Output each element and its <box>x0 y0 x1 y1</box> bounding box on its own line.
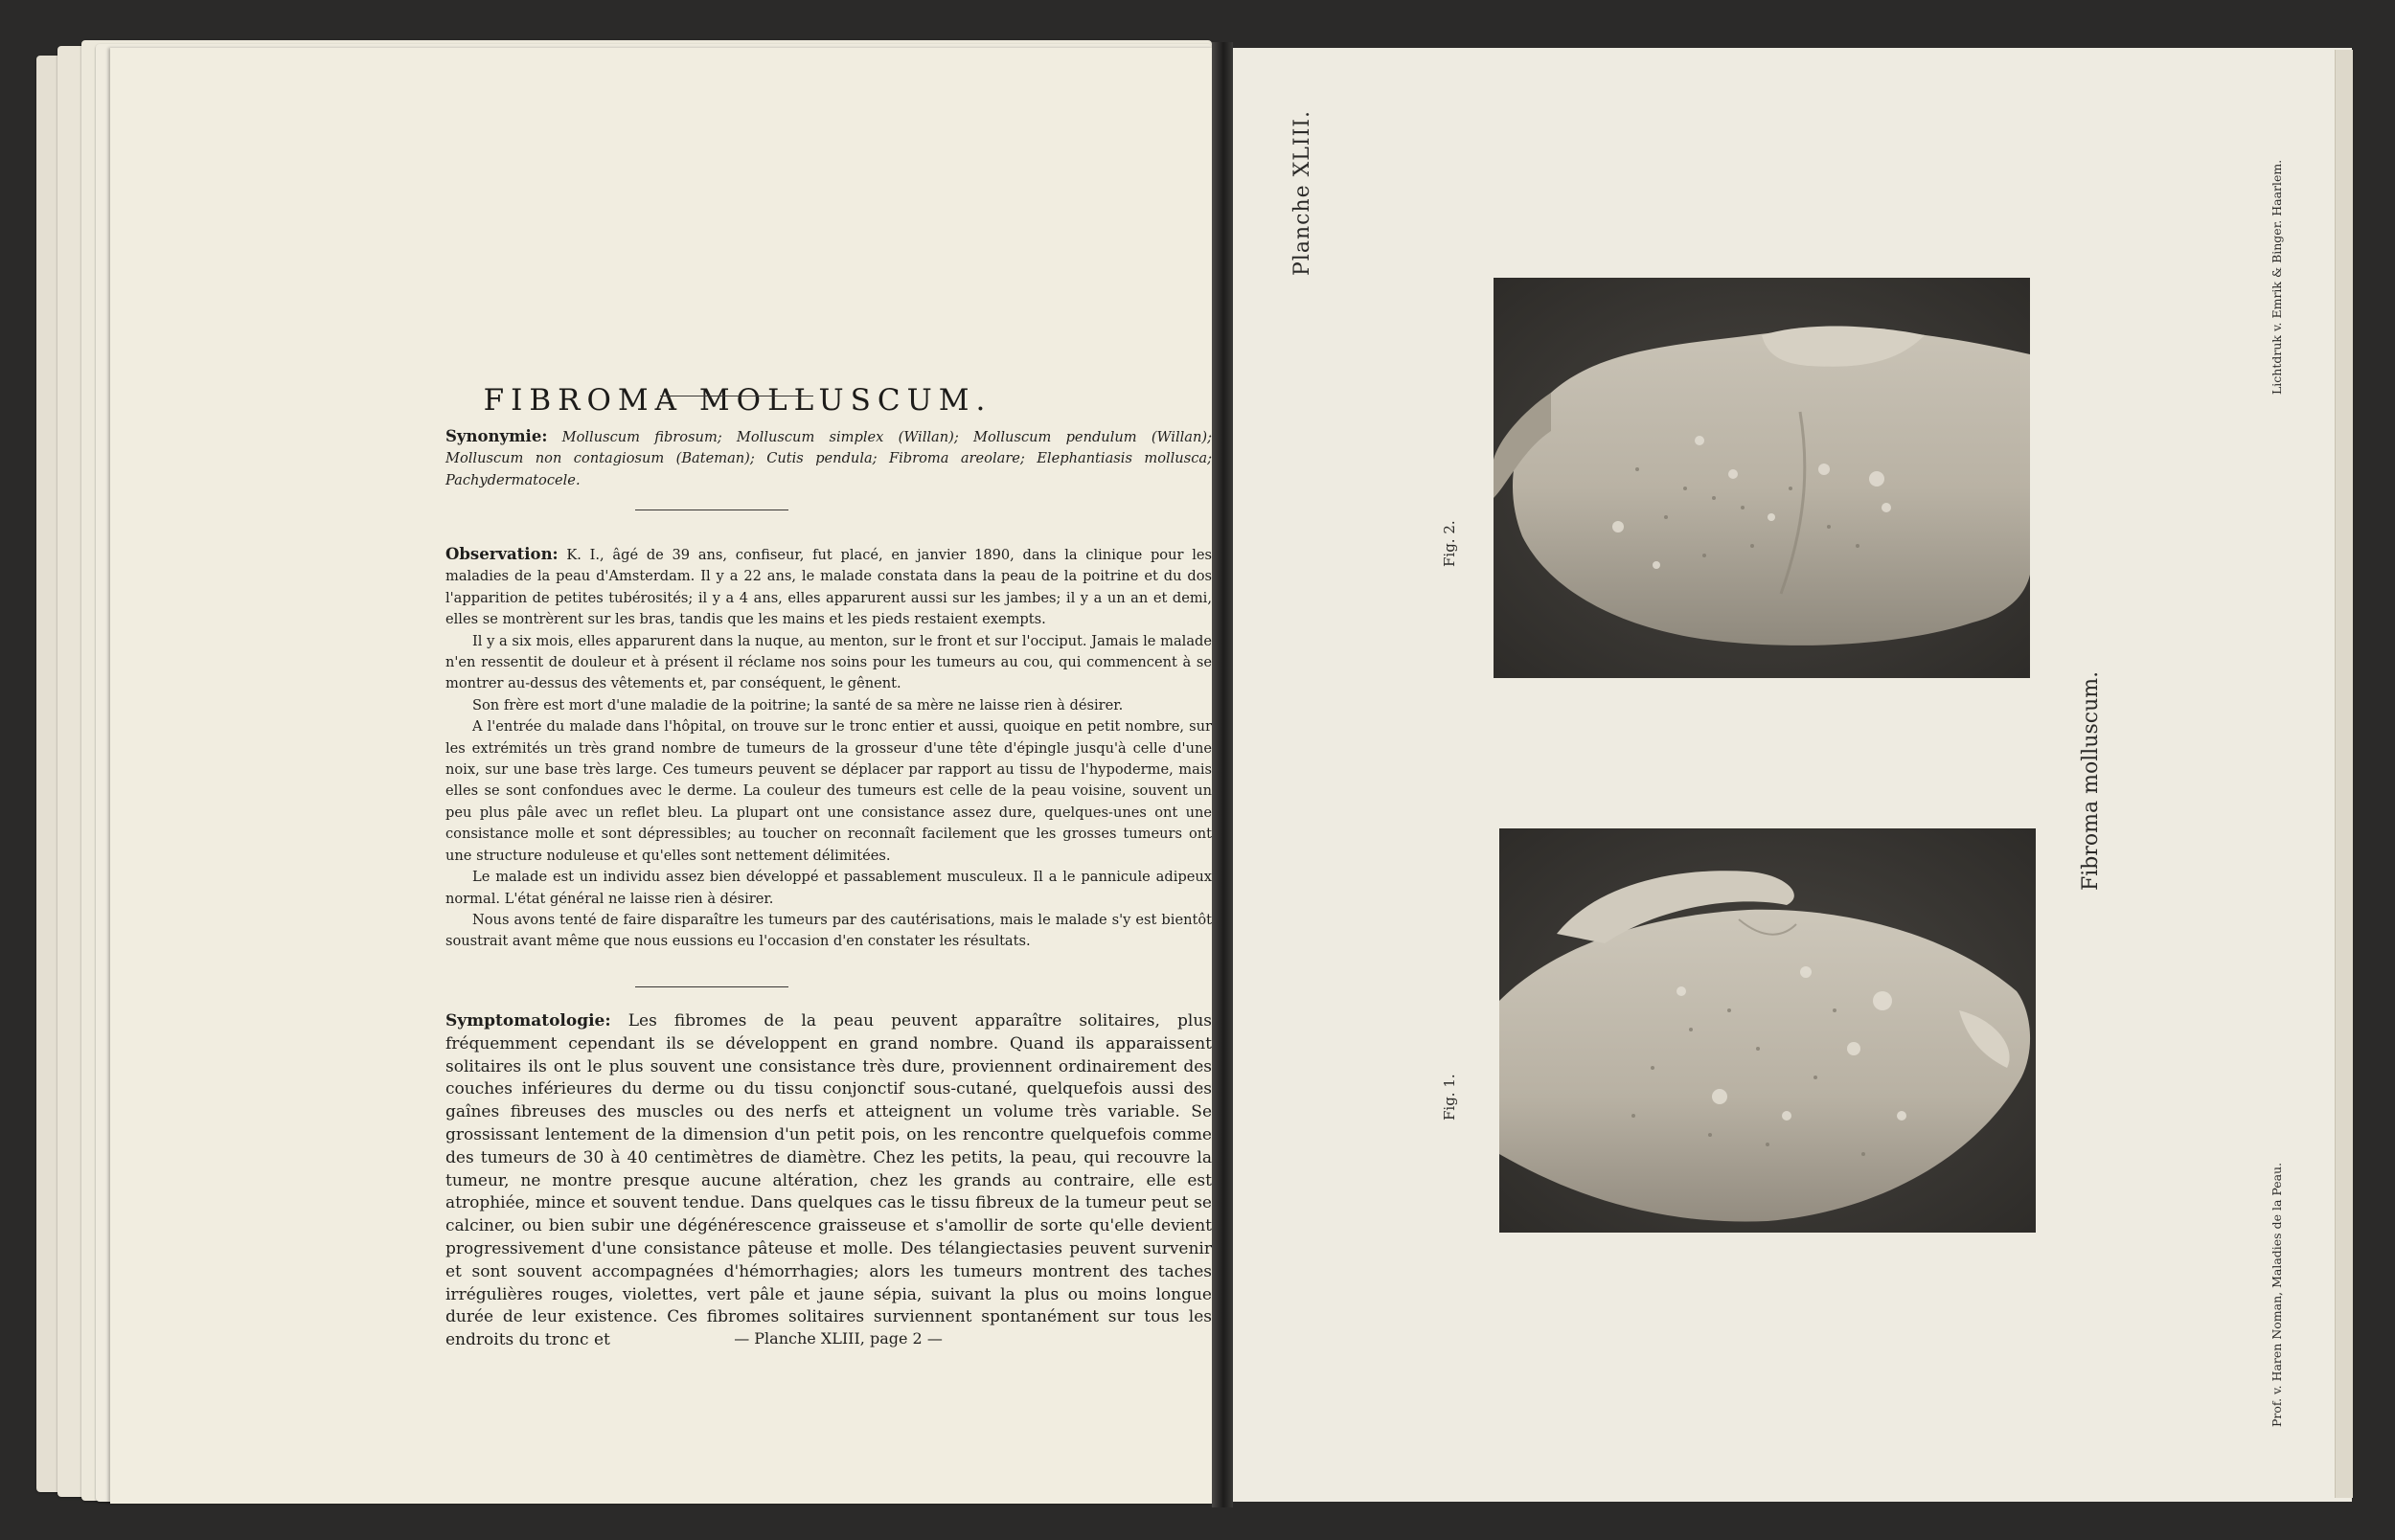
printer-credit: Lichtdruk v. Emrik & Binger. Haarlem. <box>2270 159 2284 395</box>
page-footer: — Planche XLIII, page 2 — <box>734 1329 943 1348</box>
observation-paragraph: Le malade est un individu assez bien développé et passablement musculeux. Il a le pannicule adipeux normal. L'état général ne laisse rien à désirer. <box>445 869 1212 907</box>
plate-caption: Fibroma molluscum. <box>2079 670 2103 891</box>
book-gutter <box>1212 42 1233 1507</box>
observation-paragraph: Il y a six mois, elles apparurent dans la nuque, au menton, sur le front et sur l'occiput. Jamais le malade n'en ressentit de douleur et à présent il réclame nos soins pour les tumeurs au cou, qui commencent à se montrer au-dessus des vêtements et, par conséquent, le gênent. <box>445 632 1212 692</box>
synonymie-heading: Synonymie: <box>445 427 548 445</box>
figure-1-illustration <box>1499 828 2036 1233</box>
plate-label: Planche XLIII. <box>1290 110 1314 276</box>
synonymie-text: Molluscum fibrosum; Molluscum simplex (Willan); Molluscum pendulum (Willan); Molluscum non contagiosum (Bateman); Cutis pendula; Fibroma areolare; Elephantiasis mollusca; Pachydermatocele. <box>445 429 1212 488</box>
section-rule <box>635 986 788 987</box>
symptomatologie-text: Les fibromes de la peau peuvent apparaître solitaires, plus fréquemment cependant ils se développent en grand nombre. Quand ils apparaissent solitaires ils ont le plus souvent une consistance très dure, proviennent ordinairement des couches inférieures du derme ou du tissu conjonctif sous-cutané, quelquefois aussi des gaînes fibreuses des muscles ou des nerfs et atteignent un volume très variable. Se grossissant lentement de la dimension d'un petit pois, on les rencontre quelquefois comme des tumeurs de 30 à 40 centimètres de diamètre. Chez les petits, la peau, qui recouvre la tumeur, ne montre presque aucune altération, chez les grands au contraire, elle est atrophiée, mince et souvent tendue. Dans quelques cas le tissu fibreux de la tumeur peut se calciner, ou bien subir une dégénérescence graisseuse et s'amollir de sorte qu'elle devient progressivement d'une consistance pâteuse et molle. Des télangiectasies peuvent survenir et sont souvent accompagnées d'hémorrhagies; alors les tumeurs montrent des taches irrégulières rouges, violettes, vert pâle et jaune sépia, suivant la plus ou moins longue durée de leur existence. Ces fibromes solitaires surviennent spontanément sur tous les endroits du tronc et <box>445 1011 1212 1350</box>
fig1-label: Fig. 1. <box>1441 1074 1458 1121</box>
observation-heading: Observation: <box>445 545 559 563</box>
figure-2-illustration <box>1494 278 2030 678</box>
observation-paragraph: Son frère est mort d'une maladie de la poitrine; la santé de sa mère ne laisse rien à désirer. <box>472 696 1124 713</box>
observation-paragraph: K. I., âgé de 39 ans, confiseur, fut placé, en janvier 1890, dans la clinique pour les maladies de la peau d'Amsterdam. Il y a 22 ans, le malade constata dans la peau de la poitrine et du dos l'apparition de petites tubérosités; il y a 4 ans, elles apparurent aussi sur les jambes; il y a un an et demi, elles se montrèrent sur les bras, tandis que les mains et les pieds restaient exempts. <box>445 547 1212 628</box>
fig2-label: Fig. 2. <box>1441 520 1458 567</box>
symptomatologie-heading: Symptomatologie: <box>445 1011 611 1030</box>
left-page <box>110 48 1214 1504</box>
author-credit: Prof. v. Haren Noman, Maladies de la Peau. <box>2270 1162 2284 1427</box>
observation-paragraph: A l'entrée du malade dans l'hôpital, on trouve sur le tronc entier et aussi, quoique en petit nombre, sur les extrémités un très grand nombre de tumeurs de la grosseur d'une tête d'épingle jusqu'à celle d'une noix, sur une base très large. Ces tumeurs peuvent se déplacer par rapport au tissu de l'hypoderme, mais elles se sont confondues avec le derme. La couleur des tumeurs est celle de la peau voisine, souvent un peu plus pâle avec un reflet bleu. La plupart ont une consistance assez dure, quelques-unes ont une consistance molle et sont dépressibles; au toucher on reconnaît facilement que les grosses tumeurs ont une structure noduleuse et qu'elles sont nettement délimitées. <box>445 718 1212 864</box>
synonymie-section <box>445 426 1212 491</box>
observation-paragraph: Nous avons tenté de faire disparaître les tumeurs par des cautérisations, mais le malade s'y est bientôt soustrait avant même que nous eussions eu l'occasion d'en constater les résultats. <box>445 911 1212 950</box>
page-title: FIBROMA MOLLUSCUM. <box>483 383 992 418</box>
figure-1-photograph <box>1499 828 2036 1233</box>
figure-2-photograph <box>1494 278 2030 678</box>
right-page <box>1233 48 2352 1502</box>
observation-section <box>445 544 1212 970</box>
page-edge-right <box>2335 50 2353 1498</box>
